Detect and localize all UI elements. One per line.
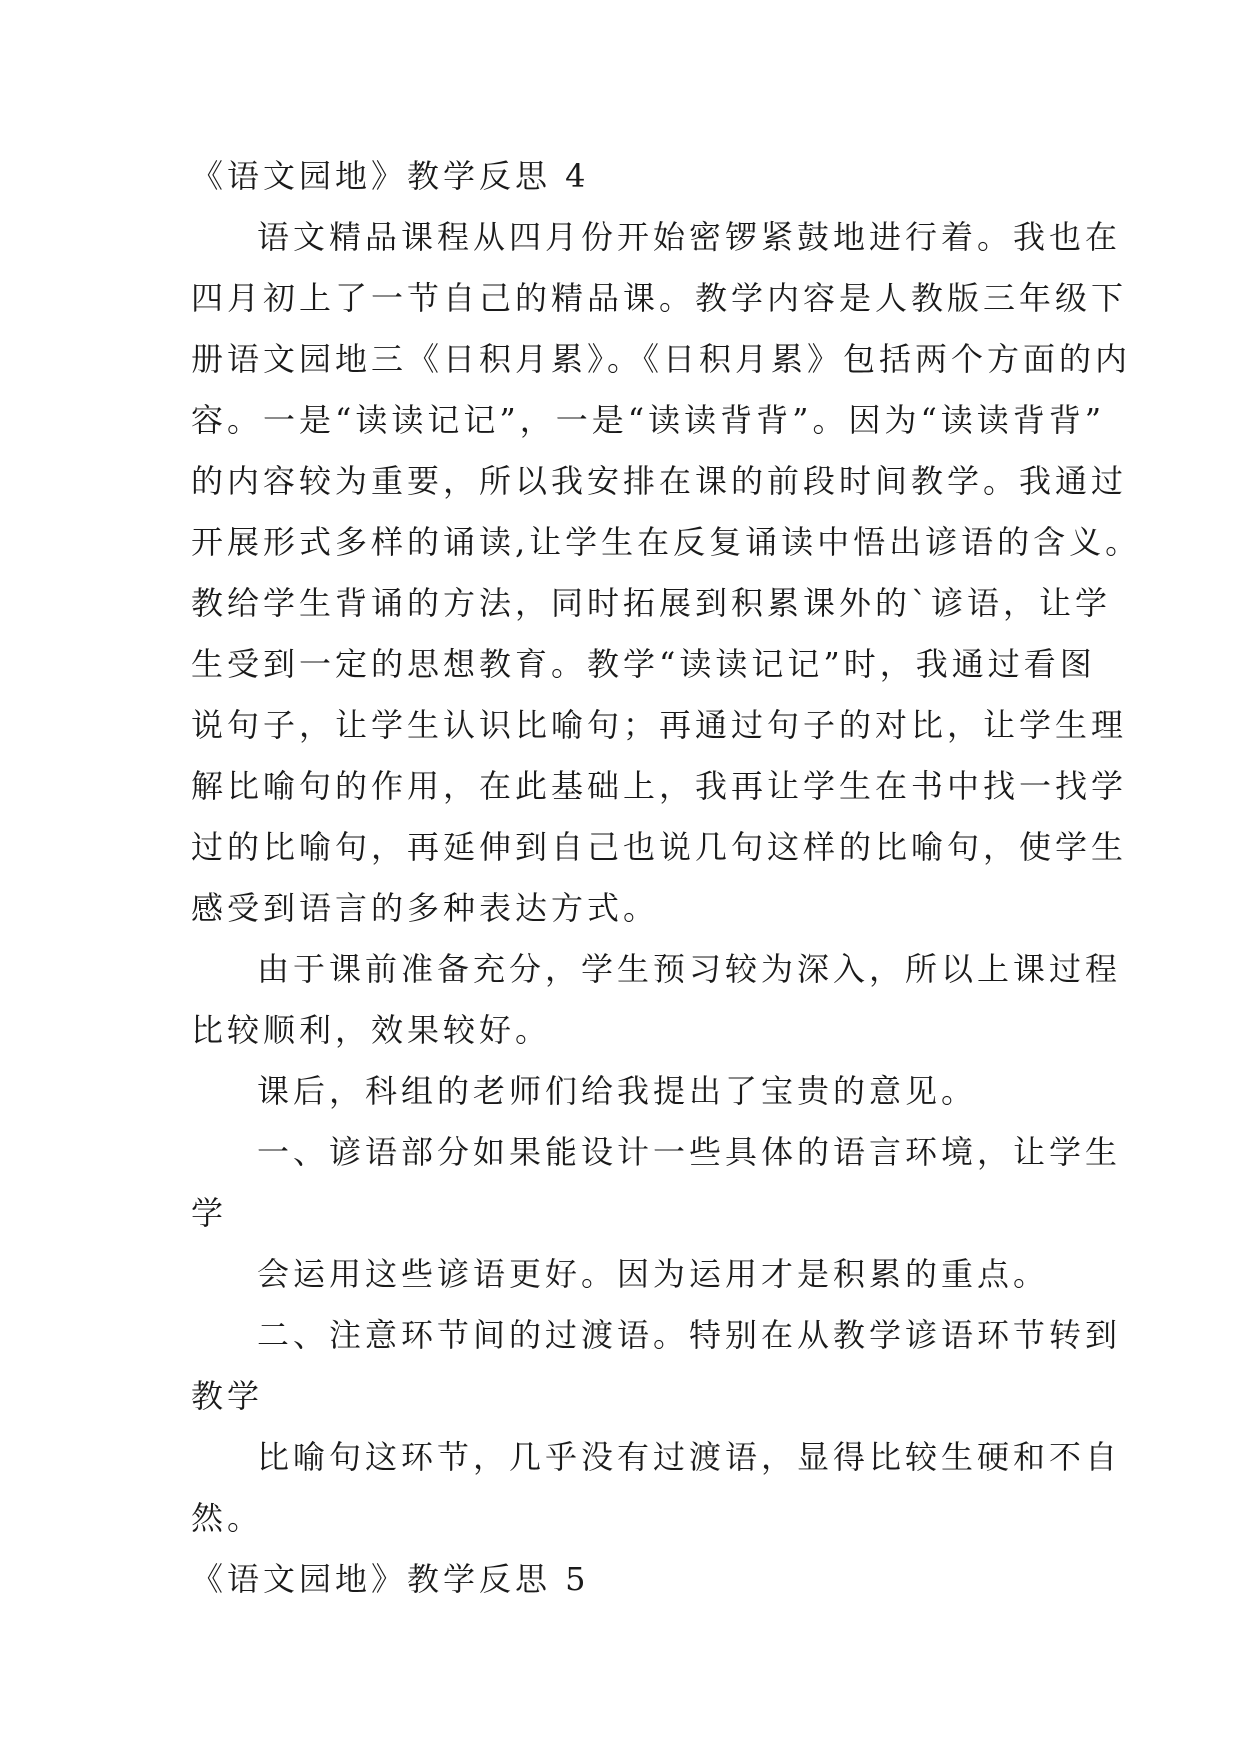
paragraph-line: 一、谚语部分如果能设计一些具体的语言环境，让学生 xyxy=(257,1133,1122,1171)
paragraph-line: 开展形式多样的诵读,让学生在反复诵读中悟出谚语的含义。 xyxy=(191,523,1142,561)
paragraph-line: 生受到一定的思想教育。教学“读读记记”时，我通过看图 xyxy=(191,645,1096,683)
paragraph-line: 过的比喻句，再延伸到自己也说几句这样的比喻句，使学生 xyxy=(191,828,1128,866)
paragraph-line: 教学 xyxy=(191,1377,264,1415)
section-title-4: 《语文园地》教学反思 4 xyxy=(191,157,590,195)
paragraph-line: 的内容较为重要，所以我安排在课的前段时间教学。我通过 xyxy=(191,462,1128,500)
paragraph-line: 解比喻句的作用，在此基础上，我再让学生在书中找一找学 xyxy=(191,767,1128,805)
paragraph-line: 四月初上了一节自己的精品课。教学内容是人教版三年级下 xyxy=(191,279,1128,317)
paragraph-3: 课后，科组的老师们给我提出了宝贵的意见。 xyxy=(257,1072,978,1110)
paragraph-line: 教给学生背诵的方法，同时拓展到积累课外的`谚语，让学 xyxy=(191,584,1112,622)
paragraph-1 xyxy=(191,217,1142,929)
paragraph-line: 二、注意环节间的过渡语。特别在从教学谚语环节转到 xyxy=(257,1316,1122,1354)
paragraph-4 xyxy=(191,1132,1122,1234)
paragraph-2 xyxy=(191,949,1122,1051)
paragraph-line: 由于课前准备充分，学生预习较为深入，所以上课过程 xyxy=(257,950,1122,988)
paragraph-line: 册语文园地三《日积月累》。《日积月累》包括两个方面的内 xyxy=(191,340,1132,378)
paragraph-line: 比喻句这环节，几乎没有过渡语，显得比较生硬和不自 xyxy=(257,1438,1122,1476)
paragraph-line: 感受到语言的多种表达方式。 xyxy=(191,889,660,927)
paragraph-6 xyxy=(191,1315,1122,1417)
document-body xyxy=(191,156,1142,1620)
paragraph-7 xyxy=(191,1437,1122,1539)
section-title-5: 《语文园地》教学反思 5 xyxy=(191,1560,590,1598)
paragraph-line: 说句子，让学生认识比喻句；再通过句子的对比，让学生理 xyxy=(191,706,1128,744)
paragraph-line: 学 xyxy=(191,1194,228,1232)
paragraph-line: 语文精品课程从四月份开始密锣紧鼓地进行着。我也在 xyxy=(257,218,1122,256)
paragraph-line: 容。一是“读读记记”，一是“读读背背”。因为“读读背背” xyxy=(191,401,1106,439)
paragraph-5: 会运用这些谚语更好。因为运用才是积累的重点。 xyxy=(257,1255,1050,1293)
paragraph-line: 然。 xyxy=(191,1499,264,1537)
paragraph-line: 比较顺利，效果较好。 xyxy=(191,1011,552,1049)
